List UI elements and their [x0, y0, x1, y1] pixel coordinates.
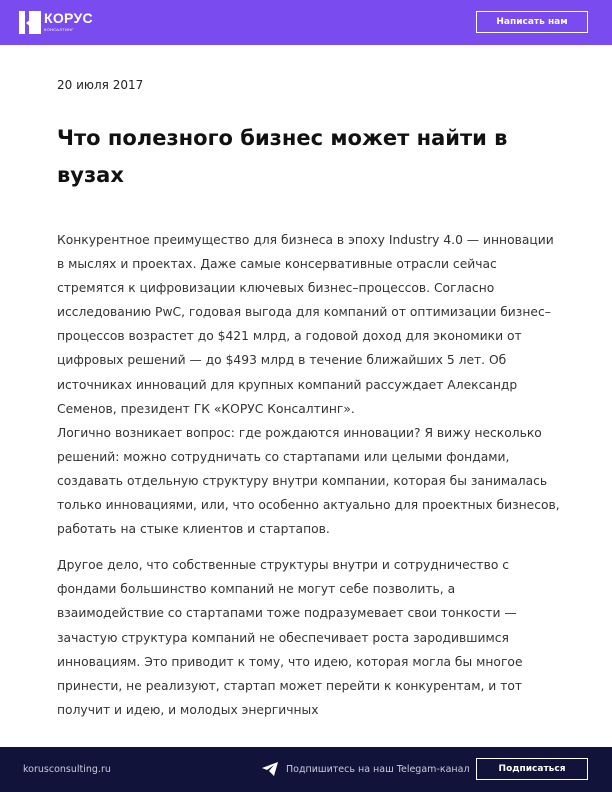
paragraph: Другое дело, что собственные структуры внутри и сотрудничество с фондами большинство компаний не могут себе позволить, а взаимодействие со стартапами тоже подразумевает свои тонкости — зачастую структура компаний не обеспечивает роста зародившимся инновациям. Это приводит к тому, что идею, которая могла бы многое принести, не реализуют, стартап может перейти к конкурентам, и тот получит и идею, и молодых энергичных: [57, 558, 523, 717]
site-link[interactable]: korusconsulting.ru: [23, 764, 111, 775]
write-us-button[interactable]: Написать нам: [476, 11, 588, 33]
footer: [0, 747, 612, 792]
logo-title: КОРУС: [44, 10, 93, 26]
paragraph: Логично возникает вопрос: где рождаются инновации? Я вижу несколько решений: можно сотрудничать со стартапами или целыми фондами, создавать отдельную структуру внутри компании, которая бы занималась только инновациями, или, что особенно актуально для проектных бизнесов, работать на стыке клиентов и стартапов.: [57, 425, 560, 537]
article-title: Что полезного бизнес может найти в вузах: [57, 126, 508, 187]
paragraph: Конкурентное преимущество для бизнеса в эпоху Industry 4.0 — инновации в мыслях и проектах. Даже самые консервативные отрасли сейчас стремятся к цифровизации ключевых бизнес–процессов. Согласно исследованию PwC, годовая выгода для компаний от оптимизации бизнес–процессов возрастет до $421 млрд, а годовой доход для экономики от цифровых решений — до $493 млрд в течение ближайших 5 лет. Об источниках инноваций для крупных компаний рассуждает Александр Семенов, президент ГК «КОРУС Консалтинг».: [57, 233, 554, 416]
logo-mark-icon: [19, 11, 41, 34]
logo-text: [44, 11, 93, 33]
article-body: [57, 228, 562, 722]
header: [0, 0, 612, 45]
logo-subtitle: КОНСАЛТИНГ: [44, 27, 74, 32]
korus-logo[interactable]: [19, 11, 93, 34]
subscribe-button[interactable]: Подписаться: [476, 758, 588, 780]
article-date: 20 июля 2017: [57, 78, 144, 92]
telegram-icon[interactable]: [262, 762, 278, 776]
telegram-link[interactable]: Подпишитесь на наш Telegam-канал: [286, 764, 470, 775]
